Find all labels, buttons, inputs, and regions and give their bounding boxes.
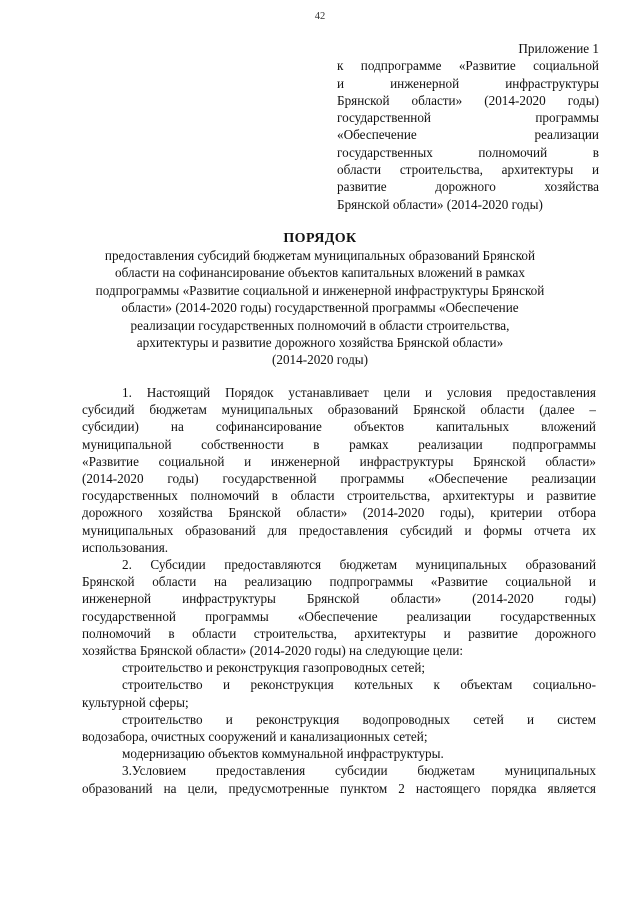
appendix-line: области строительства, архитектуры и bbox=[337, 162, 599, 178]
appendix-line: государственной программы bbox=[337, 110, 599, 126]
document-subtitle bbox=[70, 247, 570, 369]
appendix-header bbox=[337, 40, 599, 213]
body-line: Брянской области на реализацию подпрограммы «Развитие социальной и bbox=[82, 574, 596, 590]
body-line: 3.Условием предоставления субсидии бюджетам муниципальных bbox=[122, 763, 596, 779]
body-line: дорожного хозяйства Брянской области» (2014-2020 годы), критерии отбора bbox=[82, 505, 596, 521]
body-line: строительство и реконструкция водопроводных сетей и систем bbox=[122, 711, 596, 727]
body-line: (2014-2020 годы) государственной программы «Обеспечение реализации bbox=[82, 471, 596, 487]
body-line: муниципальной собственности в рамках реализации подпрограммы bbox=[82, 436, 596, 452]
body-line: муниципальных образований для предоставления субсидий и формы отчета их bbox=[82, 522, 596, 538]
body-line: государственной программы «Обеспечение реализации государственных bbox=[82, 608, 596, 624]
body-line: хозяйства Брянской области» (2014-2020 годы) на следующие цели: bbox=[82, 643, 464, 659]
appendix-line: Приложение 1 bbox=[518, 41, 599, 56]
body-line: государственных полномочий в области строительства, архитектуры и развитие bbox=[82, 488, 596, 504]
appendix-line: и инженерной инфраструктуры bbox=[337, 75, 599, 91]
subtitle-line: подпрограммы «Развитие социальной и инженерной инфраструктуры Брянской bbox=[95, 282, 545, 298]
subtitle-line: предоставления субсидий бюджетам муниципальных образований Брянской bbox=[104, 248, 536, 263]
subtitle-line: (2014-2020 годы) bbox=[271, 352, 369, 368]
appendix-line: Брянской области» (2014-2020 годы) bbox=[337, 92, 599, 108]
appendix-line: Брянской области» (2014-2020 годы) bbox=[337, 196, 543, 212]
subtitle-line: области на софинансирование объектов капитальных вложений в рамках bbox=[115, 265, 525, 281]
appendix-line: «Обеспечение реализации bbox=[337, 127, 599, 143]
subtitle-line: области» (2014-2020 годы) государственной программы «Обеспечение bbox=[121, 300, 519, 316]
body-line: 1. Настоящий Порядок устанавливает цели и условия предоставления bbox=[122, 385, 596, 400]
document-body bbox=[82, 384, 596, 797]
body-line: модернизацию объектов коммунальной инфраструктуры. bbox=[122, 746, 444, 762]
page-number: 42 bbox=[314, 11, 326, 22]
subtitle-line: архитектуры и развитие дорожного хозяйства Брянской области» bbox=[136, 335, 504, 351]
body-line: субсидии) на софинансирование объектов капитальных вложений bbox=[82, 419, 596, 435]
body-line: строительство и реконструкция газопроводных сетей; bbox=[122, 660, 426, 676]
body-line: полномочий в области строительства, архитектуры и развитие дорожного bbox=[82, 625, 596, 641]
body-line: строительство и реконструкция котельных к объектам социально- bbox=[122, 677, 596, 693]
appendix-line: государственных полномочий в bbox=[337, 144, 599, 160]
appendix-line: развитие дорожного хозяйства bbox=[337, 179, 599, 195]
body-line: субсидий бюджетам муниципальных образований Брянской области (далее – bbox=[82, 402, 596, 418]
body-line: водозабора, очистных сооружений и канализационных сетей; bbox=[82, 729, 428, 745]
body-line: инженерной инфраструктуры Брянской области» (2014-2020 годы) bbox=[82, 591, 596, 607]
body-line: культурной сферы; bbox=[82, 694, 189, 710]
body-line: «Развитие социальной и инженерной инфраструктуры Брянской области» bbox=[82, 453, 596, 469]
document-title: ПОРЯДОК bbox=[283, 231, 357, 246]
body-line: использования. bbox=[82, 539, 169, 555]
subtitle-line: реализации государственных полномочий в области строительства, bbox=[130, 317, 510, 333]
body-line: образований на цели, предусмотренные пунктом 2 настоящего порядка является bbox=[82, 780, 596, 796]
appendix-line: к подпрограмме «Развитие социальной bbox=[337, 58, 599, 74]
body-line: 2. Субсидии предоставляются бюджетам муниципальных образований bbox=[122, 557, 596, 573]
